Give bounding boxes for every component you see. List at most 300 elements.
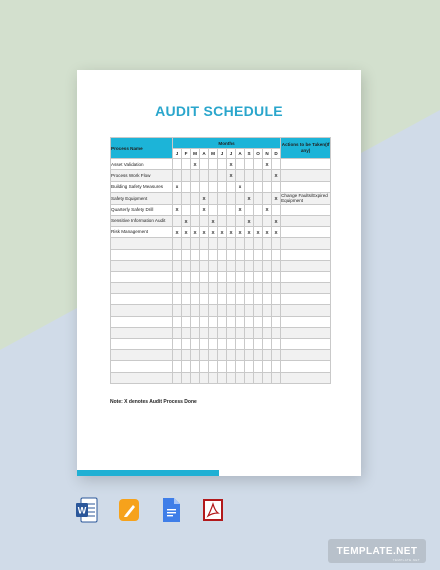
empty-cell xyxy=(281,361,331,372)
empty-cell xyxy=(254,271,263,282)
empty-cell xyxy=(263,260,272,271)
empty-cell xyxy=(254,294,263,305)
header-process-name: Process Name xyxy=(111,138,173,159)
empty-cell xyxy=(245,305,254,316)
month-mark-cell: X xyxy=(173,227,182,238)
empty-cell xyxy=(254,316,263,327)
empty-cell xyxy=(254,350,263,361)
empty-cell xyxy=(245,316,254,327)
empty-cell xyxy=(209,283,218,294)
empty-cell xyxy=(209,249,218,260)
empty-cell xyxy=(173,294,182,305)
empty-cell xyxy=(218,372,227,383)
month-letter: A xyxy=(236,149,245,159)
month-mark-cell: x xyxy=(236,181,245,192)
month-mark-cell xyxy=(182,192,191,204)
empty-cell xyxy=(281,271,331,282)
empty-cell xyxy=(227,238,236,249)
document-title: AUDIT SCHEDULE xyxy=(155,103,283,119)
empty-cell xyxy=(236,339,245,350)
month-mark-cell xyxy=(227,204,236,215)
month-mark-cell: X xyxy=(236,204,245,215)
empty-cell xyxy=(218,283,227,294)
brand-subtext: TEMPLATE.NET xyxy=(392,558,420,562)
footer-accent xyxy=(77,470,219,476)
month-mark-cell: X xyxy=(263,159,272,170)
empty-cell xyxy=(236,294,245,305)
format-icons xyxy=(76,497,224,523)
month-mark-cell xyxy=(263,192,272,204)
empty-cell xyxy=(182,238,191,249)
empty-cell xyxy=(272,260,281,271)
empty-cell xyxy=(191,283,200,294)
empty-cell xyxy=(173,249,182,260)
empty-cell xyxy=(245,361,254,372)
month-mark-cell xyxy=(272,204,281,215)
empty-cell xyxy=(209,294,218,305)
empty-cell xyxy=(218,339,227,350)
month-letter: M xyxy=(209,149,218,159)
month-mark-cell: X xyxy=(272,227,281,238)
brand-badge[interactable] xyxy=(328,539,426,563)
table-body xyxy=(111,159,331,384)
empty-cell xyxy=(111,249,173,260)
month-mark-cell xyxy=(200,159,209,170)
month-mark-cell: X xyxy=(200,227,209,238)
empty-cell xyxy=(263,316,272,327)
empty-cell xyxy=(191,249,200,260)
empty-cell xyxy=(227,260,236,271)
empty-cell xyxy=(191,238,200,249)
empty-cell xyxy=(272,372,281,383)
month-mark-cell: X xyxy=(218,227,227,238)
empty-table-row xyxy=(111,350,331,361)
table-row xyxy=(111,159,331,170)
empty-cell xyxy=(191,294,200,305)
month-mark-cell: X xyxy=(209,215,218,226)
month-letter: N xyxy=(263,149,272,159)
month-letter: J xyxy=(227,149,236,159)
empty-cell xyxy=(209,271,218,282)
month-mark-cell xyxy=(254,204,263,215)
empty-cell xyxy=(227,372,236,383)
month-mark-cell xyxy=(218,192,227,204)
empty-cell xyxy=(173,316,182,327)
empty-cell xyxy=(254,372,263,383)
empty-cell xyxy=(245,249,254,260)
action-cell xyxy=(281,227,331,238)
empty-cell xyxy=(218,294,227,305)
empty-cell xyxy=(263,350,272,361)
month-mark-cell: X xyxy=(182,215,191,226)
month-letter: S xyxy=(245,149,254,159)
month-mark-cell xyxy=(191,170,200,181)
empty-cell xyxy=(182,283,191,294)
pdf-icon[interactable] xyxy=(202,497,224,523)
month-mark-cell: X xyxy=(245,215,254,226)
empty-cell xyxy=(281,350,331,361)
empty-cell xyxy=(200,316,209,327)
empty-cell xyxy=(191,316,200,327)
month-mark-cell: X xyxy=(254,227,263,238)
empty-cell xyxy=(254,238,263,249)
empty-cell xyxy=(272,327,281,338)
empty-cell xyxy=(191,350,200,361)
month-mark-cell xyxy=(272,159,281,170)
empty-table-row xyxy=(111,249,331,260)
month-mark-cell: X xyxy=(272,215,281,226)
month-mark-cell xyxy=(263,215,272,226)
empty-cell xyxy=(245,350,254,361)
month-mark-cell xyxy=(209,192,218,204)
empty-cell xyxy=(245,294,254,305)
empty-cell xyxy=(191,327,200,338)
table-header-row xyxy=(111,138,331,149)
empty-cell xyxy=(182,372,191,383)
empty-cell xyxy=(281,283,331,294)
month-mark-cell xyxy=(236,159,245,170)
empty-cell xyxy=(209,339,218,350)
pages-icon[interactable] xyxy=(118,497,140,523)
empty-table-row xyxy=(111,238,331,249)
empty-cell xyxy=(254,305,263,316)
month-mark-cell xyxy=(218,204,227,215)
month-letter: A xyxy=(200,149,209,159)
word-icon[interactable] xyxy=(76,497,98,523)
process-name-cell: Sensitive Information Audit xyxy=(111,215,173,226)
empty-cell xyxy=(218,260,227,271)
empty-table-row xyxy=(111,294,331,305)
empty-cell xyxy=(281,305,331,316)
empty-cell xyxy=(254,361,263,372)
empty-cell xyxy=(218,361,227,372)
empty-cell xyxy=(263,339,272,350)
empty-cell xyxy=(182,350,191,361)
word-letter: W xyxy=(77,505,87,516)
month-mark-cell xyxy=(182,170,191,181)
month-mark-cell xyxy=(173,192,182,204)
action-cell xyxy=(281,181,331,192)
empty-cell xyxy=(182,294,191,305)
empty-cell xyxy=(173,339,182,350)
empty-cell xyxy=(200,372,209,383)
month-letter: J xyxy=(218,149,227,159)
empty-cell xyxy=(236,260,245,271)
empty-cell xyxy=(263,294,272,305)
action-cell xyxy=(281,204,331,215)
empty-cell xyxy=(227,249,236,260)
month-mark-cell xyxy=(245,170,254,181)
empty-cell xyxy=(191,271,200,282)
process-name-cell: Risk Management xyxy=(111,227,173,238)
month-mark-cell xyxy=(200,181,209,192)
empty-cell xyxy=(227,294,236,305)
empty-cell xyxy=(218,327,227,338)
empty-cell xyxy=(254,327,263,338)
empty-cell xyxy=(191,260,200,271)
empty-cell xyxy=(272,305,281,316)
empty-cell xyxy=(200,339,209,350)
empty-cell xyxy=(173,361,182,372)
document-page xyxy=(77,70,361,476)
table-row xyxy=(111,227,331,238)
empty-cell xyxy=(254,260,263,271)
empty-cell xyxy=(200,361,209,372)
empty-cell xyxy=(111,260,173,271)
month-mark-cell xyxy=(254,215,263,226)
empty-cell xyxy=(111,283,173,294)
month-mark-cell: X xyxy=(272,192,281,204)
empty-cell xyxy=(209,316,218,327)
empty-cell xyxy=(236,249,245,260)
empty-cell xyxy=(281,339,331,350)
empty-cell xyxy=(263,361,272,372)
empty-cell xyxy=(218,305,227,316)
month-mark-cell xyxy=(182,204,191,215)
month-mark-cell xyxy=(236,170,245,181)
month-mark-cell xyxy=(272,181,281,192)
empty-cell xyxy=(111,339,173,350)
empty-cell xyxy=(111,372,173,383)
empty-cell xyxy=(173,305,182,316)
month-mark-cell xyxy=(227,181,236,192)
empty-cell xyxy=(111,305,173,316)
empty-cell xyxy=(227,339,236,350)
month-mark-cell xyxy=(245,159,254,170)
empty-table-row xyxy=(111,339,331,350)
empty-cell xyxy=(111,327,173,338)
month-mark-cell xyxy=(254,181,263,192)
process-name-cell: Building Safety Measures xyxy=(111,181,173,192)
empty-cell xyxy=(111,316,173,327)
empty-table-row xyxy=(111,327,331,338)
month-letter: M xyxy=(191,149,200,159)
empty-cell xyxy=(111,294,173,305)
empty-cell xyxy=(111,238,173,249)
empty-cell xyxy=(236,283,245,294)
month-letter: O xyxy=(254,149,263,159)
empty-cell xyxy=(200,283,209,294)
empty-cell xyxy=(173,327,182,338)
empty-cell xyxy=(173,260,182,271)
header-months: Months xyxy=(173,138,281,149)
month-mark-cell xyxy=(173,170,182,181)
month-mark-cell: X xyxy=(173,204,182,215)
empty-cell xyxy=(281,327,331,338)
month-mark-cell xyxy=(209,181,218,192)
table-row xyxy=(111,192,331,204)
empty-cell xyxy=(254,339,263,350)
month-mark-cell: X xyxy=(182,227,191,238)
empty-cell xyxy=(236,361,245,372)
empty-cell xyxy=(182,260,191,271)
empty-cell xyxy=(218,316,227,327)
month-mark-cell: X xyxy=(245,192,254,204)
empty-cell xyxy=(272,283,281,294)
empty-cell xyxy=(263,372,272,383)
empty-cell xyxy=(209,327,218,338)
table-row xyxy=(111,181,331,192)
month-mark-cell xyxy=(191,192,200,204)
empty-cell xyxy=(245,238,254,249)
process-name-cell: Quarterly Safety Drill xyxy=(111,204,173,215)
empty-cell xyxy=(245,271,254,282)
empty-cell xyxy=(227,361,236,372)
month-mark-cell: X xyxy=(191,227,200,238)
empty-cell xyxy=(254,249,263,260)
empty-cell xyxy=(200,327,209,338)
empty-table-row xyxy=(111,305,331,316)
empty-cell xyxy=(209,361,218,372)
empty-cell xyxy=(227,327,236,338)
empty-cell xyxy=(200,350,209,361)
empty-cell xyxy=(263,305,272,316)
empty-cell xyxy=(182,339,191,350)
empty-cell xyxy=(263,271,272,282)
empty-cell xyxy=(263,238,272,249)
empty-cell xyxy=(245,372,254,383)
month-mark-cell xyxy=(173,215,182,226)
empty-cell xyxy=(245,327,254,338)
empty-cell xyxy=(236,327,245,338)
month-mark-cell xyxy=(254,170,263,181)
month-mark-cell: X xyxy=(227,170,236,181)
empty-cell xyxy=(236,316,245,327)
empty-cell xyxy=(209,305,218,316)
month-mark-cell xyxy=(209,170,218,181)
table-note: Note: X denotes Audit Process Done xyxy=(110,399,197,405)
empty-cell xyxy=(182,271,191,282)
empty-table-row xyxy=(111,316,331,327)
month-mark-cell xyxy=(218,181,227,192)
empty-cell xyxy=(272,271,281,282)
month-mark-cell xyxy=(218,159,227,170)
month-mark-cell: X xyxy=(209,227,218,238)
month-mark-cell xyxy=(191,181,200,192)
empty-cell xyxy=(191,372,200,383)
empty-cell xyxy=(111,361,173,372)
process-name-cell: Process Work Flow xyxy=(111,170,173,181)
header-actions: Actions to be Taken(If any) xyxy=(281,138,331,159)
empty-cell xyxy=(218,238,227,249)
empty-cell xyxy=(173,283,182,294)
footer-bar xyxy=(77,470,361,476)
empty-cell xyxy=(111,350,173,361)
month-mark-cell xyxy=(200,215,209,226)
empty-cell xyxy=(227,350,236,361)
empty-cell xyxy=(200,249,209,260)
empty-cell xyxy=(209,372,218,383)
empty-cell xyxy=(263,283,272,294)
empty-cell xyxy=(245,283,254,294)
empty-cell xyxy=(191,361,200,372)
empty-cell xyxy=(200,294,209,305)
empty-cell xyxy=(191,305,200,316)
empty-cell xyxy=(236,372,245,383)
empty-cell xyxy=(236,350,245,361)
month-mark-cell: X xyxy=(200,204,209,215)
month-mark-cell: X xyxy=(227,227,236,238)
empty-cell xyxy=(173,350,182,361)
month-mark-cell xyxy=(209,159,218,170)
action-cell xyxy=(281,159,331,170)
month-mark-cell xyxy=(182,181,191,192)
empty-cell xyxy=(173,372,182,383)
empty-cell xyxy=(111,271,173,282)
empty-cell xyxy=(272,294,281,305)
empty-cell xyxy=(272,361,281,372)
table-row xyxy=(111,215,331,226)
empty-cell xyxy=(272,350,281,361)
empty-cell xyxy=(245,260,254,271)
month-letter: F xyxy=(182,149,191,159)
empty-cell xyxy=(182,316,191,327)
empty-cell xyxy=(182,327,191,338)
empty-cell xyxy=(209,350,218,361)
empty-cell xyxy=(218,271,227,282)
month-letter: J xyxy=(173,149,182,159)
process-name-cell: Safety Equipment xyxy=(111,192,173,204)
month-mark-cell xyxy=(236,192,245,204)
action-cell xyxy=(281,215,331,226)
empty-cell xyxy=(182,361,191,372)
empty-cell xyxy=(272,316,281,327)
month-mark-cell xyxy=(182,159,191,170)
empty-cell xyxy=(227,283,236,294)
month-mark-cell xyxy=(245,181,254,192)
month-mark-cell: X xyxy=(263,227,272,238)
table-row xyxy=(111,170,331,181)
empty-cell xyxy=(281,249,331,260)
month-mark-cell: X xyxy=(245,227,254,238)
empty-cell xyxy=(200,271,209,282)
empty-cell xyxy=(263,249,272,260)
month-mark-cell xyxy=(245,204,254,215)
month-mark-cell: X xyxy=(191,159,200,170)
action-cell: Change Faults/Expired Equipment xyxy=(281,192,331,204)
process-name-cell: Asset Validation xyxy=(111,159,173,170)
empty-cell xyxy=(236,305,245,316)
month-mark-cell: X xyxy=(227,159,236,170)
empty-cell xyxy=(209,260,218,271)
month-mark-cell xyxy=(236,215,245,226)
month-mark-cell xyxy=(200,170,209,181)
month-mark-cell: X xyxy=(272,170,281,181)
empty-cell xyxy=(245,339,254,350)
empty-cell xyxy=(173,271,182,282)
empty-cell xyxy=(281,372,331,383)
month-mark-cell xyxy=(218,215,227,226)
brand-name: TEMPLATE.NET xyxy=(336,545,418,557)
month-mark-cell xyxy=(191,215,200,226)
empty-cell xyxy=(209,238,218,249)
month-mark-cell xyxy=(227,215,236,226)
empty-cell xyxy=(281,260,331,271)
empty-cell xyxy=(227,316,236,327)
empty-cell xyxy=(218,249,227,260)
month-mark-cell xyxy=(209,204,218,215)
empty-table-row xyxy=(111,271,331,282)
google-docs-icon[interactable] xyxy=(160,497,182,523)
month-mark-cell xyxy=(218,170,227,181)
empty-cell xyxy=(254,283,263,294)
empty-cell xyxy=(272,249,281,260)
month-mark-cell xyxy=(254,192,263,204)
empty-cell xyxy=(227,271,236,282)
empty-cell xyxy=(218,350,227,361)
empty-cell xyxy=(263,327,272,338)
empty-cell xyxy=(281,294,331,305)
